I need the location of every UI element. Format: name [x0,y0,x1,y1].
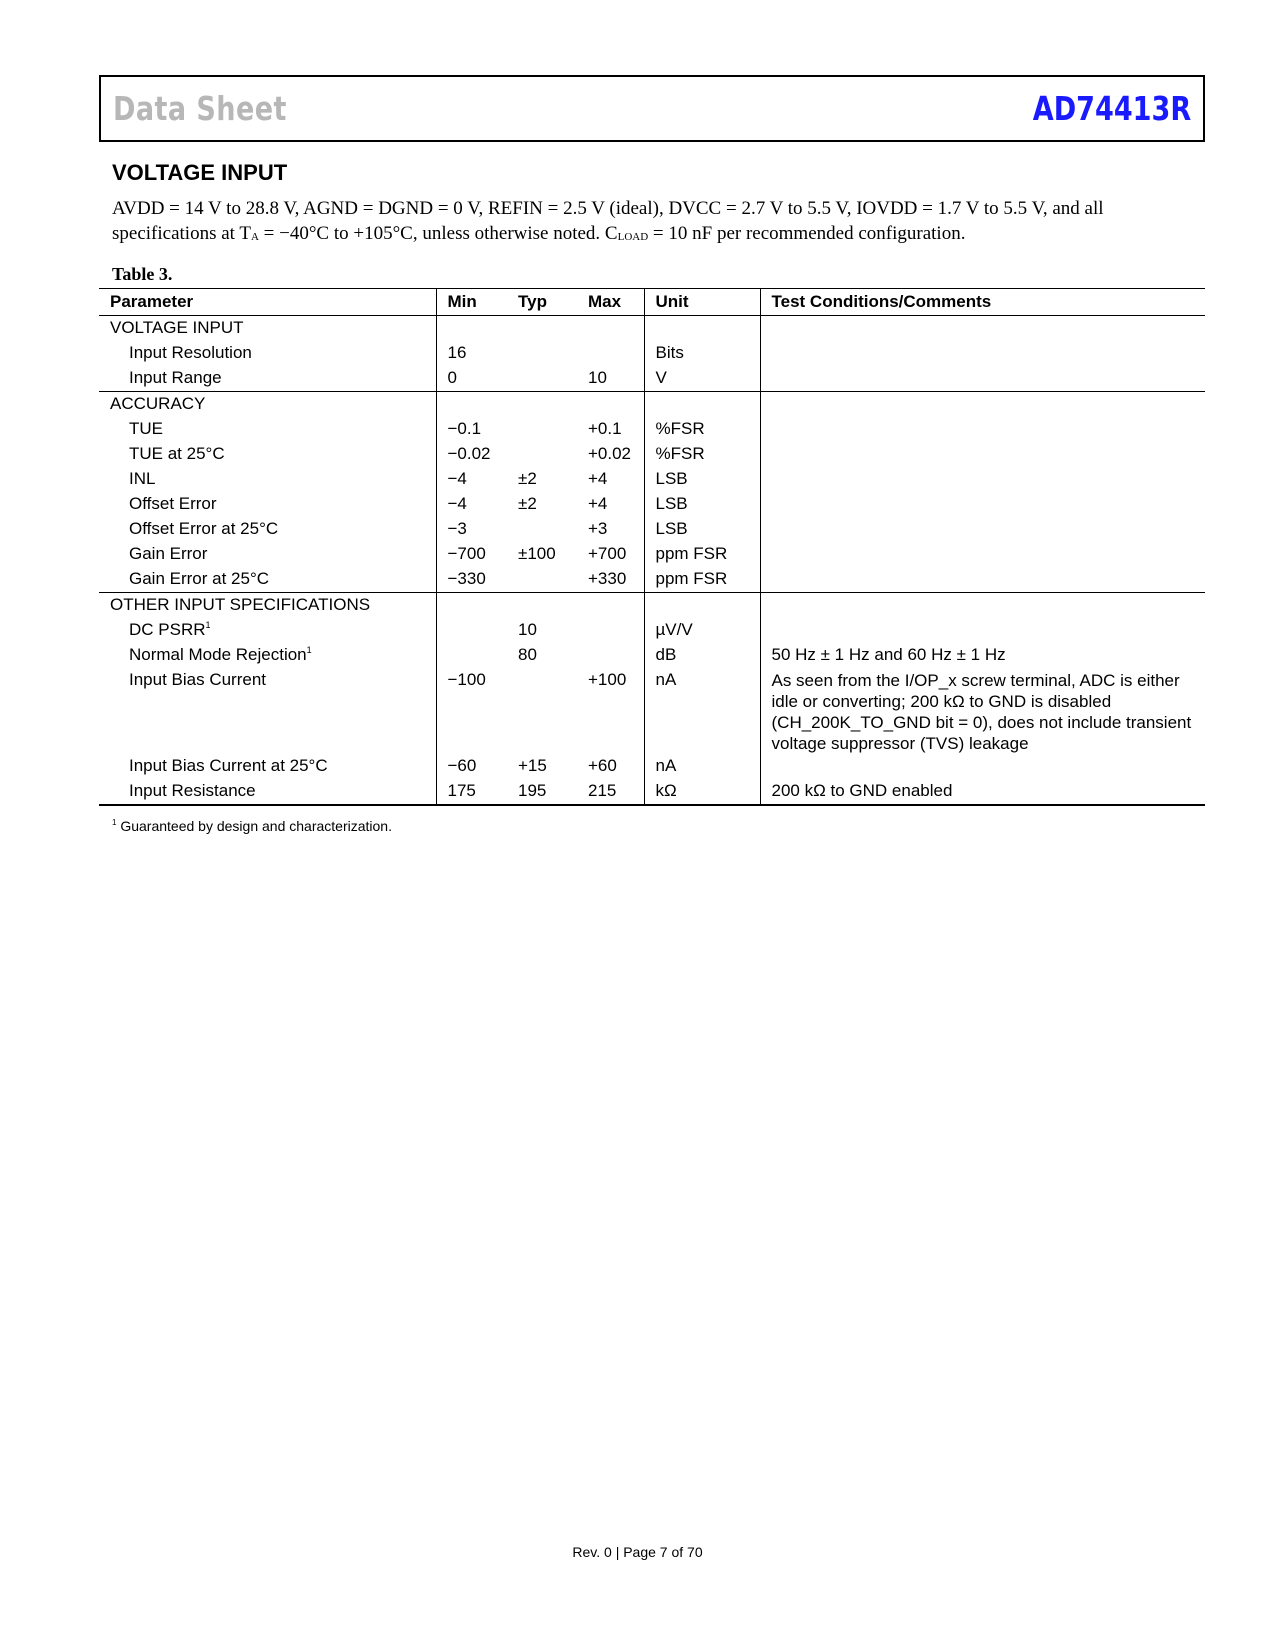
cell-parameter: Input Bias Current at 25°C [129,756,328,775]
table-row [99,467,1205,492]
footnote-marker: 1 [306,645,312,655]
table-row [99,341,1205,366]
cell-min: 16 [436,341,507,366]
cell-max [577,593,644,619]
cell-parameter-text: DC PSRR [129,620,206,639]
cell-max: +4 [588,494,608,513]
cell-unit: V [644,366,760,392]
page-header [99,75,1205,142]
cell-unit [644,316,760,342]
cell-parameter: Input Range [99,366,436,392]
cell-unit: nA [644,668,760,754]
cell-conditions [760,467,1205,492]
cell-unit: ppm FSR [644,567,760,593]
cell-parameter: Gain Error at 25°C [99,567,436,593]
cell-conditions [760,492,1205,517]
table-row [99,366,1205,392]
cell-max: +3 [588,519,608,538]
footnote-marker: 1 [205,620,211,630]
cell-unit: LSB [644,492,760,517]
section-intro [112,196,1212,250]
table-row [99,754,1205,779]
cell-parameter: TUE at 25°C [129,444,225,463]
intro-line-1: AVDD = 14 V to 28.8 V, AGND = DGND = 0 V, REFIN = 2.5 V (ideal), DVCC = 2.7 V to 5.5 V, IOVDD = 1.7 V to 5.5 V, and all [112,198,1104,219]
cell-min [436,392,507,418]
cell-unit: %FSR [644,417,760,442]
cell-unit: ppm FSR [644,542,760,567]
table-row [99,442,1205,467]
cell-min [436,643,507,668]
table-caption: Table 3. [112,264,173,284]
cell-unit: Bits [644,341,760,366]
header-parameter: Parameter [99,289,436,316]
cell-conditions [760,392,1205,418]
cell-unit: dB [644,643,760,668]
cell-conditions [760,316,1205,342]
cell-parameter: OTHER INPUT SPECIFICATIONS [110,595,371,614]
cell-max: +330 [577,567,644,593]
cell-min: 0 [436,366,507,392]
cell-parameter [99,643,436,668]
cell-max [577,316,644,342]
cell-parameter: Offset Error at 25°C [129,519,279,538]
cell-unit: %FSR [644,442,760,467]
cell-max [577,392,644,418]
intro-subscript-a: A [250,231,259,243]
cell-conditions [760,417,1205,442]
cell-typ: 80 [518,645,537,664]
cell-min [436,316,507,342]
cell-typ: ±2 [518,494,537,513]
table-footnote [112,818,392,834]
table-row [99,567,1205,593]
cell-parameter: Input Resistance [99,779,436,805]
cell-conditions: 50 Hz ± 1 Hz and 60 Hz ± 1 Hz [760,643,1205,668]
cell-typ [507,316,577,342]
cell-conditions [760,618,1205,643]
cell-min [436,593,507,619]
cell-min [436,618,507,643]
cell-unit: µV/V [644,618,760,643]
cell-min: −60 [436,754,507,779]
cell-typ [507,417,577,442]
cell-typ [507,442,577,467]
cell-min: −3 [436,517,507,542]
cell-max: 10 [577,366,644,392]
cell-unit: LSB [644,467,760,492]
table-row [99,492,1205,517]
cell-parameter [99,618,436,643]
cell-unit: LSB [644,517,760,542]
cell-parameter: ACCURACY [110,394,206,413]
table-row [99,668,1205,754]
cell-min: −0.1 [436,417,507,442]
cell-parameter: Gain Error [129,544,208,563]
cell-parameter: Input Resolution [129,343,252,362]
cell-typ: ±2 [518,469,537,488]
cell-unit [644,392,760,418]
cell-typ [507,668,577,754]
header-part-number: AD74413R [1032,89,1191,128]
spec-table [99,288,1205,806]
cell-typ [507,567,577,593]
cell-typ [507,366,577,392]
cell-max: 215 [577,779,644,805]
cell-typ: 10 [518,620,537,639]
cell-parameter: VOLTAGE INPUT [110,318,244,337]
table-header-row [99,289,1205,316]
table-row [99,417,1205,442]
intro-line-2a: specifications at T [112,223,251,244]
section-title: VOLTAGE INPUT [112,160,288,185]
cell-typ: +15 [518,756,547,775]
cell-typ: 195 [507,779,577,805]
cell-max: +100 [588,670,627,689]
header-conditions: Test Conditions/Comments [760,289,1205,316]
table-row [99,593,1205,619]
table-row [99,392,1205,418]
header-min: Min [436,289,507,316]
cell-max: +0.02 [588,444,632,463]
cell-unit [644,593,760,619]
page-footer: Rev. 0 | Page 7 of 70 [572,1544,703,1560]
cell-conditions [760,366,1205,392]
cell-max [577,643,644,668]
footnote-text: Guaranteed by design and characterization. [116,818,392,834]
cell-conditions [760,593,1205,619]
cell-conditions [760,567,1205,593]
header-max: Max [577,289,644,316]
cell-max [577,618,644,643]
cell-parameter: TUE [129,419,163,438]
cell-conditions [760,517,1205,542]
cell-min: −0.02 [436,442,507,467]
header-typ: Typ [507,289,577,316]
table-row [99,316,1205,342]
cell-typ [507,517,577,542]
cell-conditions [760,442,1205,467]
cell-max: +60 [588,756,617,775]
header-unit: Unit [644,289,760,316]
table-row [99,542,1205,567]
cell-max [577,341,644,366]
cell-parameter: INL [129,469,156,488]
cell-max: +4 [588,469,608,488]
cell-unit: nA [644,754,760,779]
cell-min: −700 [436,542,507,567]
cell-conditions: As seen from the I/OP_x screw terminal, ADC is either idle or converting; 200 kΩ to GND is disabled (CH_200K_TO_GND bit = 0), does not include transient voltage suppressor (TVS) leakage [760,668,1205,754]
intro-line-2c: = 10 nF per recommended configuration. [648,223,966,244]
cell-max: +0.1 [588,419,622,438]
cell-typ [507,392,577,418]
intro-subscript-load: LOAD [617,231,649,243]
header-doc-type: Data Sheet [113,89,287,128]
cell-conditions [760,542,1205,567]
cell-typ: ±100 [518,544,556,563]
cell-typ [507,341,577,366]
footnote-mark: 1 [112,818,117,827]
table-row [99,618,1205,643]
cell-conditions [760,754,1205,779]
intro-line-2b: = −40°C to +105°C, unless otherwise noted. C [258,223,618,244]
cell-conditions: 200 kΩ to GND enabled [760,779,1205,805]
cell-typ [507,593,577,619]
cell-parameter: Offset Error [129,494,217,513]
cell-conditions [760,341,1205,366]
cell-min: −4 [436,492,507,517]
table-row [99,643,1205,668]
cell-min: −100 [436,668,507,754]
cell-unit: kΩ [644,779,760,805]
table-row [99,779,1205,805]
cell-parameter: Input Bias Current [129,670,267,689]
cell-min: 175 [436,779,507,805]
cell-max: +700 [588,544,627,563]
cell-min: −330 [436,567,507,593]
cell-min: −4 [436,467,507,492]
cell-parameter-text: Normal Mode Rejection [129,645,307,664]
table-row [99,517,1205,542]
